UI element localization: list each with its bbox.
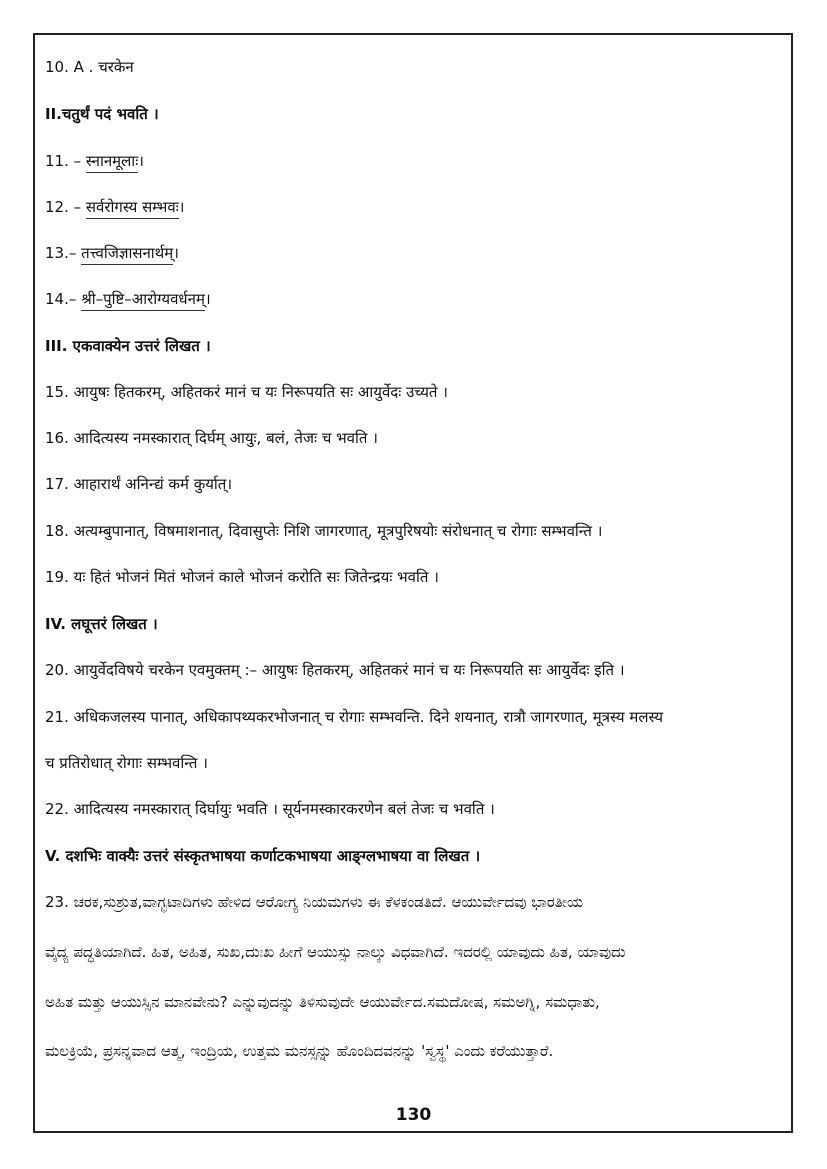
answer-15: 15. आयुषः हितकरम्, अहितकरं मानं च यः निरूपयति सः आयुर्वेदः उच्यते । xyxy=(45,383,448,401)
answer-number: 11. – xyxy=(45,152,82,170)
answer-23-line-3: ಅಹಿತ ಮತ್ತು ಆಯುಸ್ಸಿನ ಮಾನವೇನು? ಎನ್ನುವುದನ್ನು ತಿಳಿಸುವುದೇ ಆಯುರ್ವೇದ.ಸಮದೋಷ, ಸಮಅಗ್ನಿ, ಸಮಧಾತು, xyxy=(45,993,600,1011)
answer-10: 10. A . चरकेन xyxy=(45,58,134,76)
page-number: 130 xyxy=(395,1105,432,1125)
answer-13 xyxy=(45,243,179,263)
answer-12 xyxy=(45,197,184,217)
answer-23-line-4: ಮಲಕ್ರಿಯೆ, ಪ್ರಸನ್ನವಾದ ಆತ್ಮ, ಇಂದ್ರಿಯ, ಉತ್ತಮ ಮನಸ್ಸನ್ನು ಹೊಂದಿದವನನ್ನು 'ಸ್ವಸ್ಥ' ಎಂದು ಕರೆಯುತ್ತಾರೆ. xyxy=(45,1042,554,1060)
answer-14 xyxy=(45,289,211,309)
answer-21-line-2: च प्रतिरोधात् रोगाः सम्भवन्ति । xyxy=(45,754,208,772)
answer-22: 22. आदित्यस्य नमस्कारात् दिर्घायुः भवति । सूर्यनमस्कारकरणेन बलं तेजः च भवति । xyxy=(45,800,495,818)
answer-number: 14.– xyxy=(45,290,77,308)
section-heading-4: IV. लघूत्तरं लिखत । xyxy=(45,615,158,633)
answer-23-line-1: 23. ಚರಕ,ಸುಶ್ರುತ,ವಾಗ್ಭಟಾದಿಗಳು ಹೇಳಿದ ಆರೋಗ್ಯ ನಿಯಮಗಳು ಈ ಕೆಳಕಂಡತಿದೆ. ಆಯುರ್ವೇದವು ಭಾರತೀಯ xyxy=(45,893,584,911)
section-heading-2: II.चतुर्थं पदं भवति । xyxy=(45,105,159,123)
answer-20: 20. आयुर्वेदविषये चरकेन एवमुक्तम् :– आयुषः हितकरम्, अहितकरं मानं च यः निरूपयति सः आयुर्वेदः इति । xyxy=(45,661,625,679)
answer-text: सर्वरोगस्य सम्भवः xyxy=(86,198,179,219)
answer-16: 16. आदित्यस्य नमस्कारात् दिर्घम् आयुः, बलं, तेजः च भवति । xyxy=(45,429,378,447)
danda: । xyxy=(173,244,179,262)
answer-number: 13.– xyxy=(45,244,77,262)
answer-19: 19. यः हितं भोजनं मितं भोजनं काले भोजनं करोति सः जितेन्द्रयः भवति । xyxy=(45,568,439,586)
answer-text: तत्त्वजिज्ञासनार्थम् xyxy=(81,244,173,265)
section-heading-5: V. दशभिः वाक्यैः उत्तरं संस्कृतभाषया कर्णाटकभाषया आङ्ग्लभाषया वा लिखत । xyxy=(45,847,481,865)
answer-21-line-1: 21. अधिकजलस्य पानात्, अधिकापथ्यकरभोजनात् च रोगाः सम्भवन्ति. दिने शयनात्, रात्रौ जागरणात्, मूत्रस्य मलस्य xyxy=(45,708,664,726)
answer-23-line-2: ವೈದ್ಯ ಪದ್ಧತಿಯಾಗಿದೆ. ಹಿತ, ಅಹಿತ, ಸುಖ,ದುಃಖ ಹೀಗೆ ಆಯುಸ್ಸು ನಾಲ್ಕು ವಿಧವಾಗಿದೆ. ಇದರಲ್ಲಿ ಯಾವುದು ಹಿತ, ಯಾವುದು xyxy=(45,943,626,961)
answer-text: श्री–पुष्टि–आरोग्यवर्धनम् xyxy=(81,290,205,311)
danda: । xyxy=(204,290,211,308)
danda: । xyxy=(138,152,144,170)
answer-17: 17. आहारार्थं अनिन्द्यं कर्म कुर्यात्। xyxy=(45,475,233,493)
section-heading-3: III. एकवाक्येन उत्तरं लिखत । xyxy=(45,337,211,355)
danda: । xyxy=(178,198,185,216)
answer-18: 18. अत्यम्बुपानात्, विषमाशनात्, दिवासुप्तेः निशि जागरणात्, मूत्रपुरिषयोः संरोधनात् च रोगाः सम्भवन्ति । xyxy=(45,522,603,540)
answer-number: 12. – xyxy=(45,198,82,216)
answer-text: स्नानमूलाः xyxy=(86,152,138,173)
answer-11 xyxy=(45,151,144,171)
